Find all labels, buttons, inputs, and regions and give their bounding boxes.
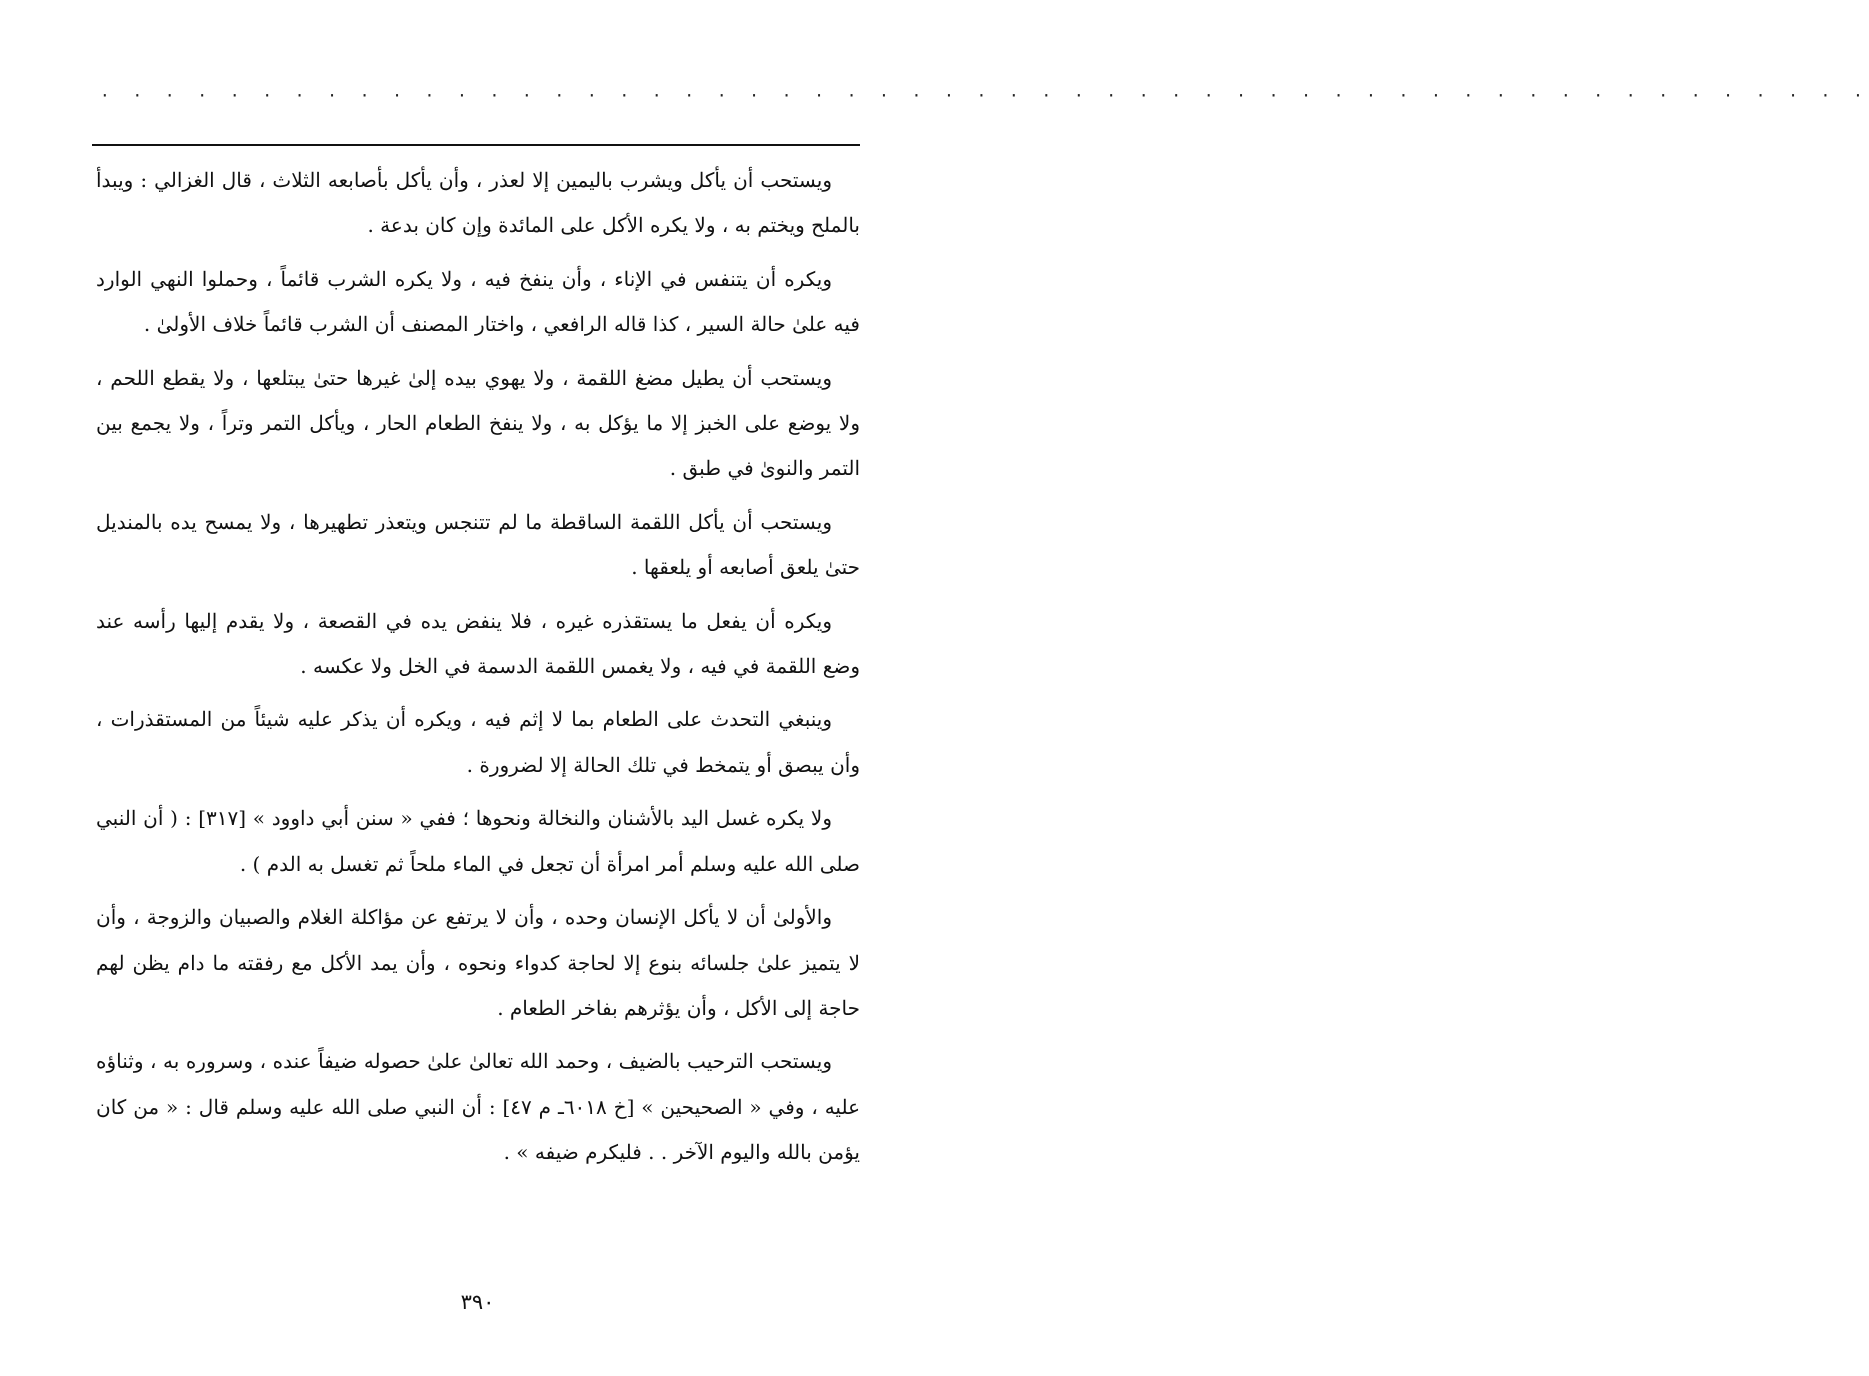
paragraph: ويكره أن يتنفس في الإناء ، وأن ينفخ فيه ، ولا يكره الشرب قائماً ، وحملوا النهي الوارد فيه علىٰ حالة السير ، كذا قاله الرافعي ، واختار المصنف أن الشرب قائماً خلاف الأولىٰ . (96, 266, 860, 337)
paragraph: ويستحب الترحيب بالضيف ، وحمد الله تعالىٰ علىٰ حصوله ضيفاً عنده ، وسروره به ، وثناؤه عليه ، وفي « الصحيحين » [خ ٦٠١٨ـ م ٤٧] : أن النبي صلى الله عليه وسلم قال : « من كان يؤمن بالله واليوم الآخر . . فليكرم ضيفه » . (96, 1049, 861, 1165)
body-text (96, 158, 860, 1176)
paragraph: ولا يكره غسل اليد بالأشنان والنخالة ونحوها ؛ ففي « سنن أبي داوود » [٣١٧] : ( أن النبي صلى الله عليه وسلم أمر امرأة أن تجعل في الماء ملحاً ثم تغسل به الدم ) . (96, 806, 860, 876)
paragraph: ويستحب أن يطيل مضغ اللقمة ، ولا يهوي بيده إلىٰ غيرها حتىٰ يبتلعها ، ولا يقطع اللحم ، ولا يوضع على الخبز إلا ما يؤكل به ، ولا ينفخ الطعام الحار ، ويأكل التمر وتراً ، ولا يجمع بين التمر والنوىٰ في طبق . (96, 365, 860, 481)
page-number: ٣٩٠ (460, 1290, 495, 1314)
header-dotted-line: · · · · · · · · · · · · · · · · · · · · · · · · · · · · · · · · · · · · · · · · · · · · · · · · · · · · · · · (100, 86, 1869, 105)
paragraph: والأولىٰ أن لا يأكل الإنسان وحده ، وأن لا يرتفع عن مؤاكلة الغلام والصبيان والزوجة ، وأن لا يتميز علىٰ جلسائه بنوع إلا لحاجة كدواء ونحوه ، وأن يمد الأكل مع رفقته ما دام يظن لهم حاجة إلى الأكل ، وأن يؤثرهم بفاخر الطعام . (96, 905, 860, 1020)
paragraph: ويستحب أن يأكل ويشرب باليمين إلا لعذر ، وأن يأكل بأصابعه الثلاث ، قال الغزالي : ويبدأ بالملح ويختم به ، ولا يكره الأكل على المائدة وإن كان بدعة . (96, 168, 860, 238)
paragraph: وينبغي التحدث على الطعام بما لا إثم فيه ، ويكره أن يذكر عليه شيئاً من المستقذرات ، وأن يبصق أو يتمخط في تلك الحالة إلا لضرورة . (96, 707, 860, 777)
header-rule (92, 144, 860, 146)
paragraph: ويكره أن يفعل ما يستقذره غيره ، فلا ينفض يده في القصعة ، ولا يقدم إليها رأسه عند وضع اللقمة في فيه ، ولا يغمس اللقمة الدسمة في الخل ولا عكسه . (96, 608, 860, 679)
paragraph: ويستحب أن يأكل اللقمة الساقطة ما لم تتنجس ويتعذر تطهيرها ، ولا يمسح يده بالمنديل حتىٰ يلعق أصابعه أو يلعقها . (96, 509, 860, 580)
